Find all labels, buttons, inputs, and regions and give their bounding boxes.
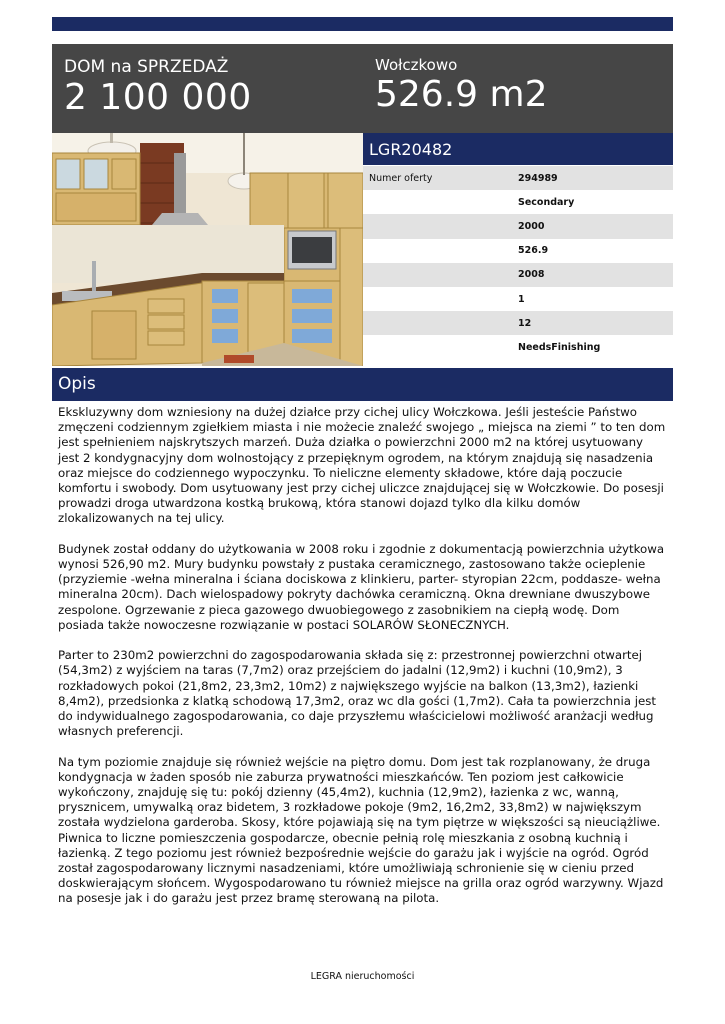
details-row bbox=[363, 166, 673, 190]
listing-header bbox=[52, 44, 673, 133]
details-value: 526.9 bbox=[518, 245, 549, 257]
details-row bbox=[363, 239, 673, 263]
details-value: NeedsFinishing bbox=[518, 341, 601, 353]
details-row bbox=[363, 190, 673, 214]
details-value: 2008 bbox=[518, 269, 545, 281]
footer-agency: LEGRA nieruchomości bbox=[310, 971, 415, 982]
description-paragraph: Na tym poziomie znajduje się również wejście na piętro domu. Dom jest tak rozplanowany, że druga kondygnacja w żaden sposób nie zaburza prywatności mieszkańców. Ten poziom jest całkowicie wykończony, znajduję się tu: pokój dzienny (45,4m2), kuchnia (12,9m2), łazienka z wc, wanną, prysznicem, umywalką oraz bidetem, 3 rozkładowe pokoje (9m2, 16,2m2, 33,8m2) w największym została wydzielona garderoba. Skosy, które pojawiają się na tym piętrze w większości są nieuciążliwe. Piwnica to liczne pomieszczenia gospodarcze, obecnie pełnią rolę mieszkania z osobną kuchnią i łazienką. Z tego poziomu jest również bezpośrednie wejście do garażu jak i wyjście na ogród. Ogród został zagospodarowany licznymi nasadzeniami, które umożliwiają schronienie się w cieniu przed doskwierającym słońcem. Wygospodarowano tu również miejsce na grilla oraz ogród warzywny. Wjazd na posesje jak i do garażu jest przez bramę sterowaną na pilota. bbox=[58, 754, 664, 906]
section-title: Opis bbox=[58, 374, 96, 394]
details-row bbox=[363, 287, 673, 311]
details-value: 12 bbox=[518, 317, 532, 329]
details-value: Secondary bbox=[518, 196, 575, 208]
description-text bbox=[58, 405, 668, 922]
description-paragraph: Ekskluzywny dom wzniesiony na dużej działce przy cichej ulicy Wołczkowa. Jeśli jesteście Państwo zmęczeni codziennym zgiełkiem miasta i nie możecie znaleźć swojego „ miejsca na ziemi ” to ten dom jest spełnieniem najskrytszych marzeń. Duża działka o powierzchni 2000 m2 na której usytuowany jest 2 kondygnacyjny dom wolnostojący z przepięknym ogrodem, na którym znajdują się nasadzenia oraz miejsce do codziennego wypoczynku. To nieliczne elementy składowe, które dają poczucie komfortu i swobody. Dom usytuowany jest przy cichej uliczce znajdującej się w Wołczkowie. Do posesji prowadzi droga utwardzona kostką brukową, która stanowi dojazd tylko dla kilku domów zlokalizowanych na tej ulicy. bbox=[58, 405, 666, 526]
listing-id: LGR20482 bbox=[369, 140, 453, 159]
listing-price: 2 100 000 bbox=[64, 77, 252, 118]
details-value: 294989 bbox=[518, 172, 558, 184]
details-value: 2000 bbox=[518, 220, 545, 232]
property-photo bbox=[52, 133, 363, 366]
details-label: Numer oferty bbox=[369, 172, 433, 184]
details-row bbox=[363, 263, 673, 287]
listing-location: Wołczkowo bbox=[375, 56, 458, 74]
details-row bbox=[363, 311, 673, 335]
description-paragraph: Budynek został oddany do użytkowania w 2008 roku i zgodnie z dokumentacją powierzchnia użytkowa wynosi 526,90 m2. Mury budynku powstały z pustaka ceramicznego, zastosowano także ocieplenie (przyziemie -wełna mineralna i ściana dociskowa z klinkieru, parter- styropian 22cm, poddasze- wełna mineralna 20cm). Dach wielospadowy pokryty dachówka ceramiczną. Okna drewniane dwuszybowe zespolone. Ogrzewanie z pieca gazowego dwuobiegowego z zasobnikiem na ciepłą wodę. Dom posiada także nowoczesne rozwiązanie w postaci SOLARÓW SŁONECZNYCH. bbox=[58, 541, 665, 632]
listing-area: 526.9 m2 bbox=[375, 74, 548, 115]
details-table bbox=[363, 166, 673, 360]
description-section-header bbox=[52, 368, 673, 401]
details-row bbox=[363, 214, 673, 238]
listing-type: DOM na SPRZEDAŻ bbox=[64, 57, 229, 77]
details-value: 1 bbox=[518, 293, 525, 305]
listing-id-bar bbox=[363, 133, 673, 165]
description-paragraph: Parter to 230m2 powierzchni do zagospodarowania składa się z: przestronnej powierzchni otwartej (54,3m2) z wyjściem na taras (7,7m2) oraz przejściem do jadalni (12,9m2) i kuchni (10,9m2), 3 rozkładowych pokoi (21,8m2, 23,3m2, 10m2) z największego wyjście na balkon (13,3m2), łazienki 8,4m2), przedsionka z klatką schodową 17,3m2, oraz wc dla gości (1,7m2). Cała ta powierzchnia jest do indywidualnego zagospodarowania, co daje przyszłemu właścicielowi możliwość aranżacji według własnych preferencji. bbox=[58, 648, 657, 739]
details-row bbox=[363, 335, 673, 359]
top-accent-bar bbox=[52, 17, 673, 31]
